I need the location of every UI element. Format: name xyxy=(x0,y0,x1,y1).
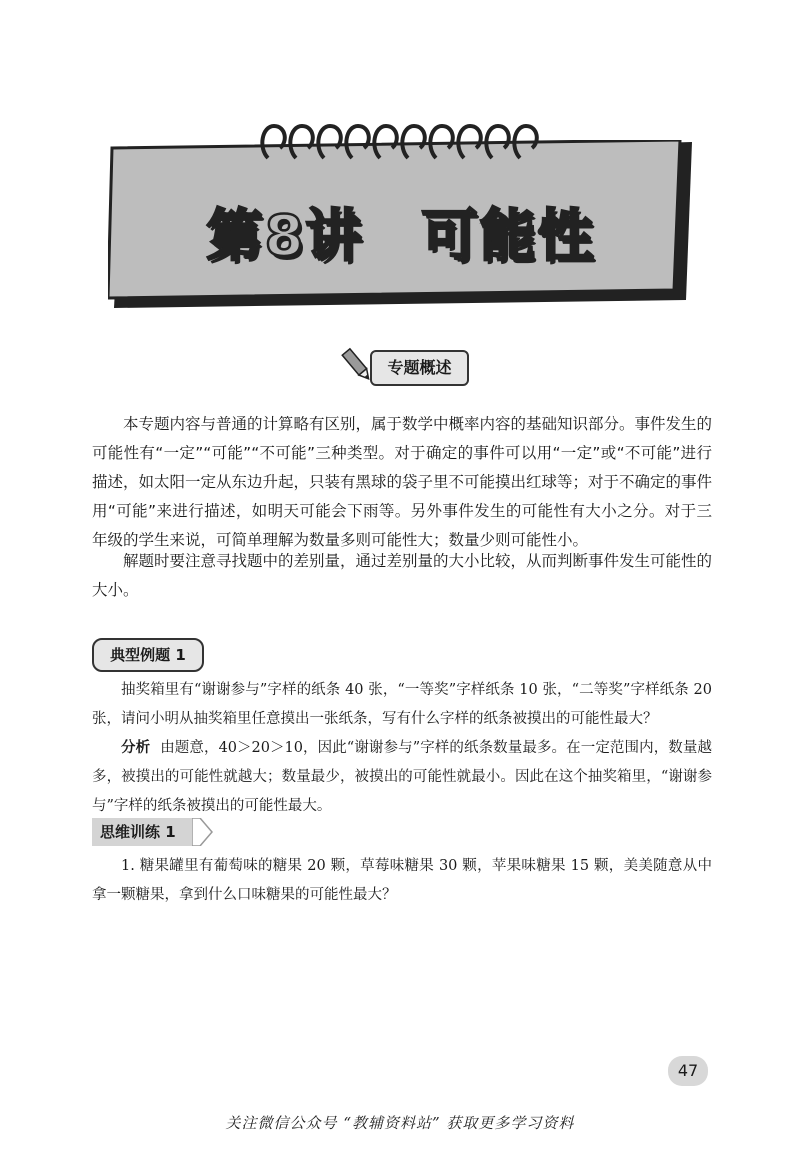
binder-rings-icon xyxy=(258,118,548,178)
analysis-text: 由题意，40＞20＞10，因此“谢谢参与”字样的纸条数量最多。在一定范围内，数量越多，被摸出的可能性就越大；数量最少，被摸出的可能性就最小。因此在这个抽奖箱里，“谢谢参与”字样的纸条被摸出的可能性最大。 xyxy=(92,740,713,814)
overview-label: 专题概述 xyxy=(370,350,469,386)
exercise-1: 1. 糖果罐里有葡萄味的糖果 20 颗，草莓味糖果 30 颗，苹果味糖果 15 颗，美美随意从中拿一颗糖果，拿到什么口味糖果的可能性最大？ xyxy=(92,858,712,903)
page-number: 47 xyxy=(668,1056,708,1086)
example-question: 抽奖箱里有“谢谢参与”字样的纸条 40 张，“一等奖”字样纸条 10 张，“二等奖”字样纸条 20 张，请问小明从抽奖箱里任意摸出一张纸条，写有什么字样的纸条被摸出的可能性最大？ xyxy=(92,682,712,727)
example-heading: 典型例题 1 xyxy=(92,638,204,672)
overview-paragraph-1: 本专题内容与普通的计算略有区别，属于数学中概率内容的基础知识部分。事件发生的可能性有“一定”“可能”“不可能”三种类型。对于确定的事件可以用“一定”或“不可能”进行描述，如太阳一定从东边升起，只装有黑球的袋子里不可能摸出红球等；对于不确定的事件用“可能”来进行描述，如明天可能会下雨等。另外事件发生的可能性有大小之分。对于三年级的学生来说，可简单理解为数量多则可能性大；数量少则可能性小。 xyxy=(92,415,713,549)
example-analysis xyxy=(92,734,712,821)
analysis-label: 分析 xyxy=(121,740,151,756)
overview-paragraph-2: 解题时要注意寻找题中的差别量，通过差别量的大小比较，从而判断事件发生可能性的大小。 xyxy=(92,552,713,599)
chapter-title: 第8讲 可能性 xyxy=(206,204,596,269)
overview-tag xyxy=(340,344,470,386)
training-heading-label: 思维训练 1 xyxy=(92,818,192,846)
footer-note: 关注微信公众号 “教辅资料站” 获取更多学习资料 xyxy=(225,1114,575,1132)
chapter-banner xyxy=(108,140,694,310)
training-heading xyxy=(92,818,217,846)
arrow-tab-icon xyxy=(192,818,214,846)
pencil-icon xyxy=(340,346,374,384)
